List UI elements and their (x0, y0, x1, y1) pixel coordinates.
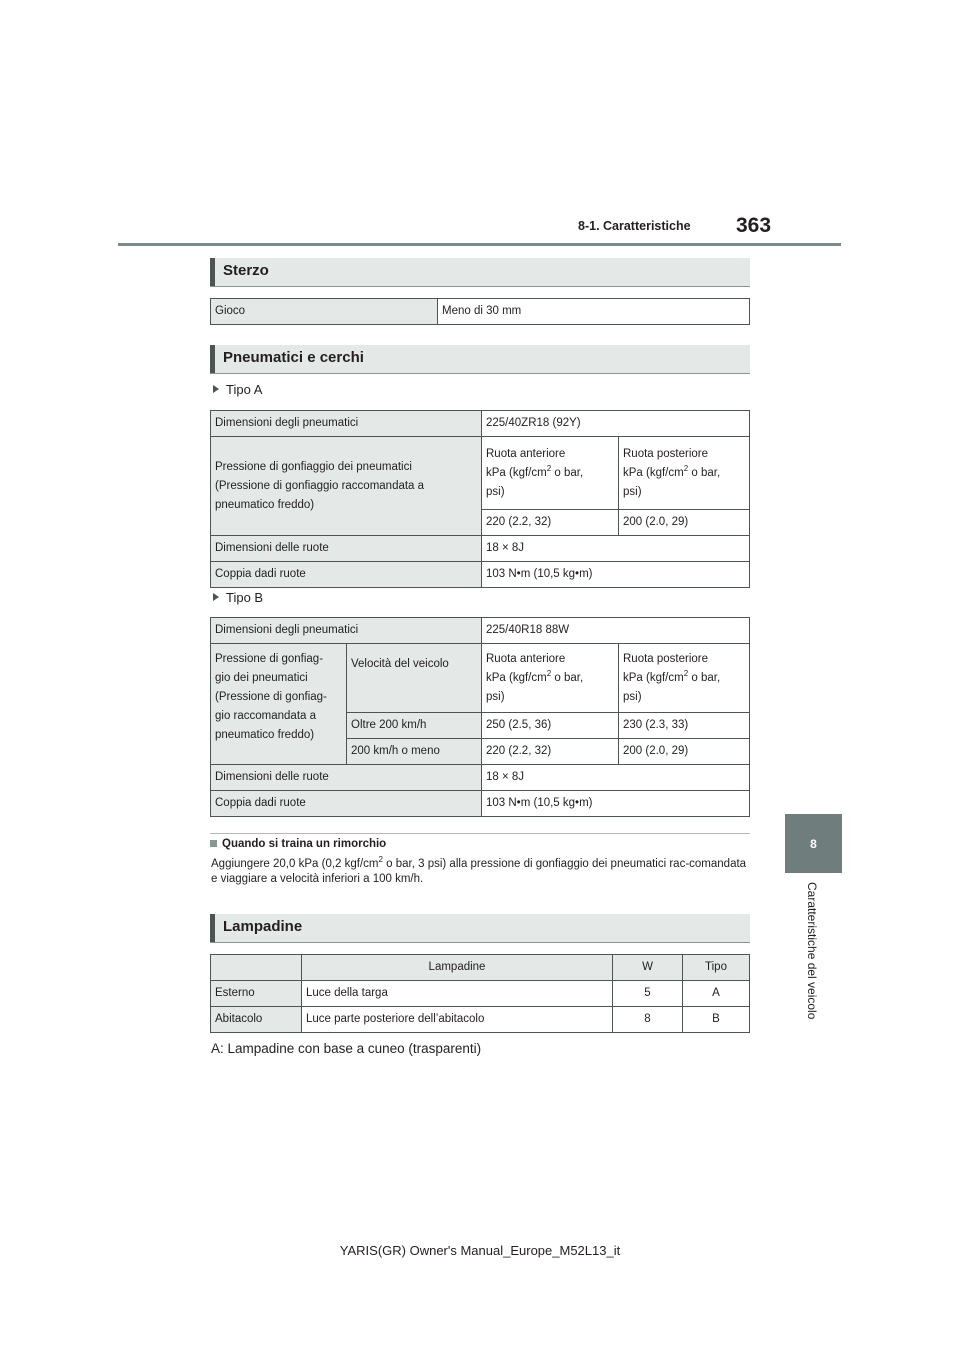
note-body: Aggiungere 20,0 kPa (0,2 kgf/$cm^2$ o bar, 3 psi) alla pressione di gonfiaggio dei pneumatici rac-comandata e viaggiare a velocità inferiori a 100 km/h. (211, 855, 747, 885)
pressure-label (211, 644, 347, 765)
table-row (211, 791, 750, 817)
header-rule (118, 243, 841, 246)
banner-bar (210, 345, 215, 373)
col-w: W (613, 955, 683, 981)
sterzo-title: Sterzo (223, 262, 269, 279)
triangle-bullet-icon (213, 593, 219, 601)
tipo-b-label: Tipo B (226, 590, 264, 605)
sterzo-table (210, 298, 750, 325)
chapter-side-label (805, 882, 819, 1042)
triangle-bullet-icon (213, 385, 219, 393)
speed-value: 200 km/h o meno (347, 739, 482, 765)
bulb-name: Luce della targa (302, 981, 613, 1007)
rear-pressure-value: 230 (2.3, 33) (619, 713, 750, 739)
col-lampadine: Lampadine (302, 955, 613, 981)
unit-label: kPa ($kgf/cm^2$ o bar, (623, 668, 721, 684)
section-title: 8-1. Caratteristiche (578, 219, 691, 233)
bulb-name: Luce parte posteriore dell’abitacolo (302, 1007, 613, 1033)
table-row (211, 411, 750, 437)
pressure-label-line: gio dei pneumatici (215, 672, 308, 684)
speed-label: Velocità del veicolo (347, 644, 482, 713)
rear-label: Ruota posteriore (623, 447, 709, 460)
table-row (211, 765, 750, 791)
table-row (211, 981, 750, 1007)
rear-header (619, 644, 750, 713)
banner-bar (210, 258, 215, 286)
bulb-area: Esterno (211, 981, 302, 1007)
sterzo-banner (210, 258, 750, 287)
tire-size-value: 225/40ZR18 (92Y) (482, 411, 750, 437)
pressure-label-line: gio raccomandata a (215, 710, 317, 722)
wheel-size-value: 18 × 8J (482, 536, 750, 562)
square-bullet-icon (210, 840, 217, 847)
torque-label: Coppia dadi ruote (211, 562, 482, 588)
chapter-number: 8 (810, 836, 817, 851)
front-header (482, 437, 619, 510)
empty-header-cell (211, 955, 302, 981)
wheel-size-value: 18 × 8J (482, 765, 750, 791)
bulb-area: Abitacolo (211, 1007, 302, 1033)
table-row (211, 955, 750, 981)
lampadine-title: Lampadine (223, 918, 303, 935)
note-title (210, 838, 386, 850)
table-row (211, 437, 750, 510)
footer-text: YARIS(GR) Owner's Manual_Europe_M52L13_it (339, 1243, 621, 1258)
lampadine-table (210, 954, 750, 1033)
table-row (211, 1007, 750, 1033)
banner-bar (210, 914, 215, 942)
bulb-watt: 8 (613, 1007, 683, 1033)
tire-size-label: Dimensioni degli pneumatici (211, 618, 482, 644)
table-row (211, 536, 750, 562)
tire-size-label: Dimensioni degli pneumatici (211, 411, 482, 437)
col-tipo: Tipo (683, 955, 750, 981)
bulb-watt: 5 (613, 981, 683, 1007)
unit-label: kPa ($kgf/cm^2$ o bar, (623, 463, 721, 479)
torque-value: 103 N•m (10,5 kg•m) (482, 562, 750, 588)
rear-label: Ruota posteriore (623, 652, 709, 665)
table-row (211, 299, 750, 325)
chapter-label: Caratteristiche del veicolo (805, 882, 819, 1020)
rear-pressure-value: 200 (2.0, 29) (619, 739, 750, 765)
wheel-size-label: Dimensioni delle ruote (211, 536, 482, 562)
note-title-text: Quando si traina un rimorchio (222, 838, 387, 850)
gioco-label: Gioco (211, 299, 438, 325)
tipo-b-heading (213, 590, 263, 605)
front-header (482, 644, 619, 713)
pressure-label-line: Pressione di gonfiaggio dei pneumatici (215, 460, 412, 473)
unit-label-line2: psi) (486, 485, 505, 498)
torque-value: 103 N•m (10,5 kg•m) (482, 791, 750, 817)
tire-size-value: 225/40R18 88W (482, 618, 750, 644)
pneumatici-banner (210, 345, 750, 374)
gioco-value: Meno di 30 mm (438, 299, 750, 325)
page-number: 363 (736, 214, 772, 237)
front-label: Ruota anteriore (486, 652, 566, 665)
tipo-a-label: Tipo A (226, 382, 263, 397)
table-row (211, 562, 750, 588)
pressure-label-line: pneumatico freddo) (215, 729, 315, 741)
front-label: Ruota anteriore (486, 447, 566, 460)
chapter-tab[interactable] (785, 814, 842, 873)
pressure-label (211, 437, 482, 536)
unit-label: kPa ($kgf/cm^2$ o bar, (486, 668, 584, 684)
note-divider (210, 833, 750, 834)
front-pressure-value: 250 (2.5, 36) (482, 713, 619, 739)
pressure-label-line: Pressione di gonfiag- (215, 653, 324, 665)
tipo-a-table (210, 410, 750, 588)
pressure-label-line: (Pressione di gonfiaggio raccomandata a (215, 479, 425, 492)
bulb-type: A (683, 981, 750, 1007)
unit-label-line2: psi) (486, 690, 505, 703)
bulb-type: B (683, 1007, 750, 1033)
speed-value: Oltre 200 km/h (347, 713, 482, 739)
table-row (211, 618, 750, 644)
wheel-size-label: Dimensioni delle ruote (211, 765, 482, 791)
rear-pressure-value: 200 (2.0, 29) (619, 510, 750, 536)
lampadine-banner (210, 914, 750, 943)
pressure-label-line: pneumatico freddo) (215, 498, 315, 511)
tipo-b-table (210, 617, 750, 817)
unit-label-line2: psi) (623, 690, 642, 703)
unit-label-line2: psi) (623, 485, 642, 498)
bulb-legend: A: Lampadine con base a cuneo (trasparenti) (211, 1041, 482, 1056)
tipo-a-heading (213, 382, 262, 397)
pressure-label-line: (Pressione di gonfiag- (215, 691, 327, 703)
torque-label: Coppia dadi ruote (211, 791, 482, 817)
front-pressure-value: 220 (2.2, 32) (482, 510, 619, 536)
front-pressure-value: 220 (2.2, 32) (482, 739, 619, 765)
pneumatici-title: Pneumatici e cerchi (223, 349, 364, 366)
rear-header (619, 437, 750, 510)
table-row (211, 644, 750, 713)
unit-label: kPa ($kgf/cm^2$ o bar, (486, 463, 584, 479)
